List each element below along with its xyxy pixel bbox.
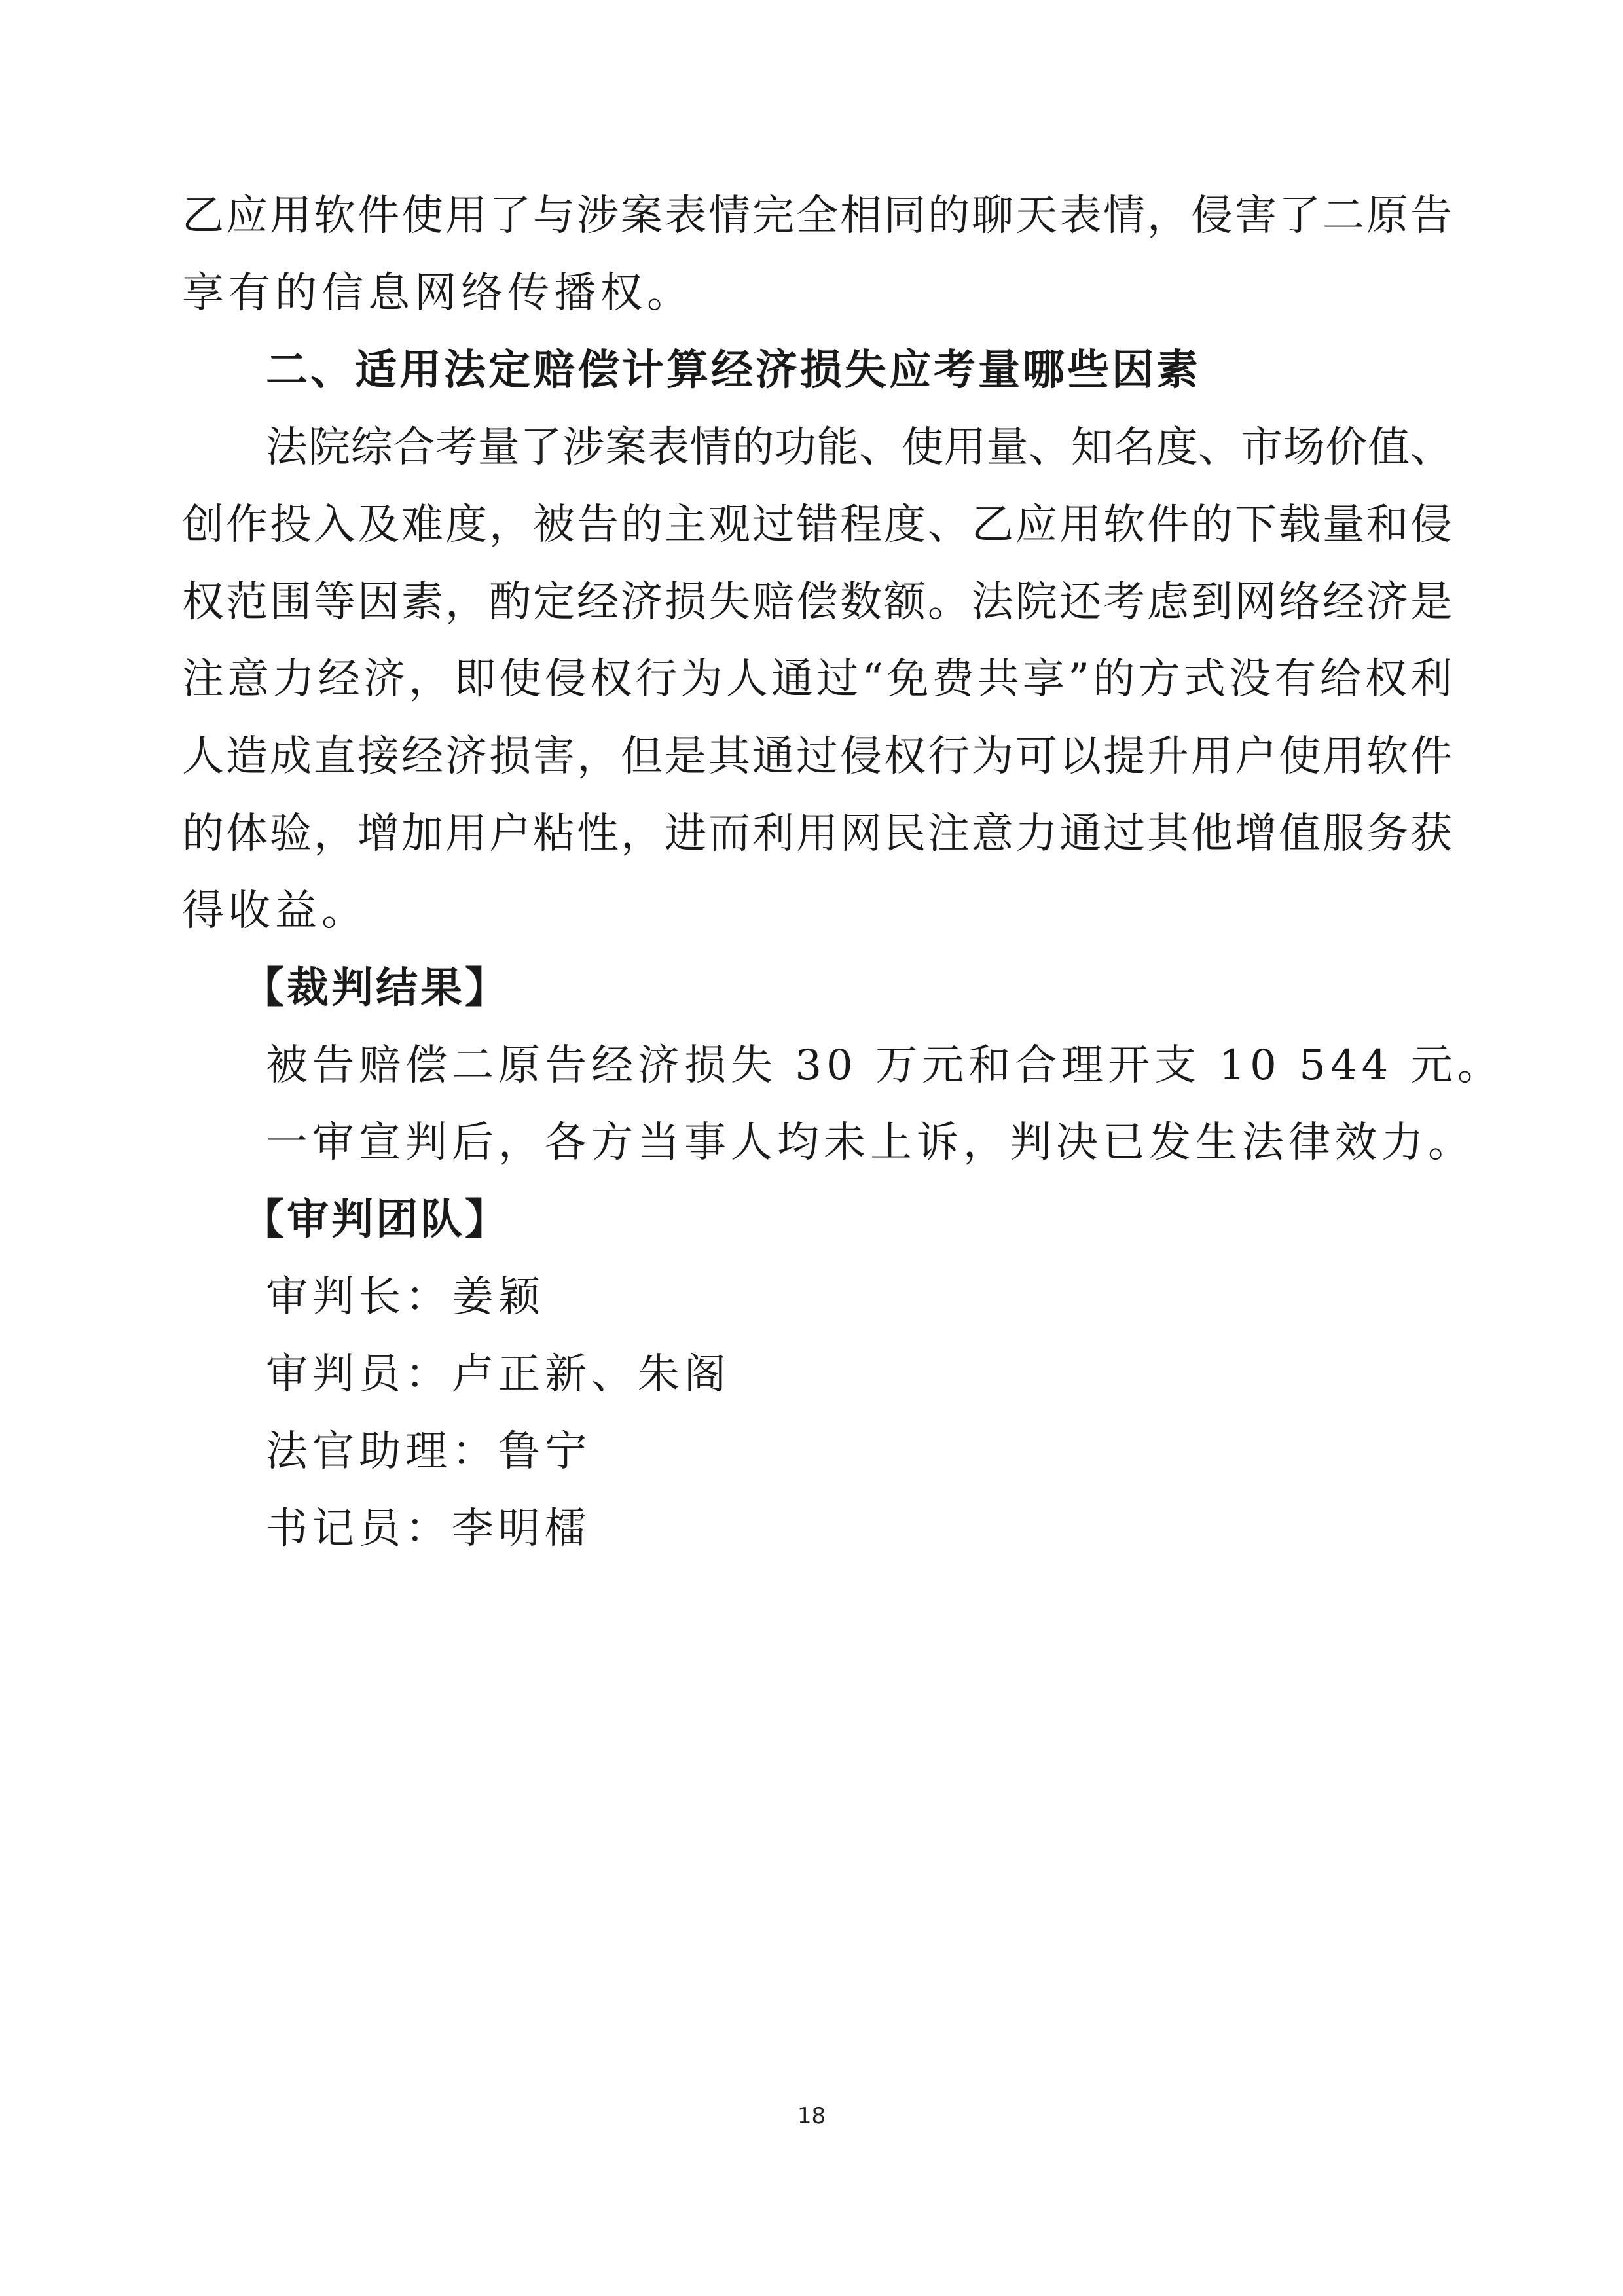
body-text-line: 的体验，增加用户粘性，进而利用网民注意力通过其他增值服务获 <box>182 810 1452 858</box>
judgment-text-line: 一审宣判后，各方当事人均未上诉，判决已发生法律效力。 <box>266 1119 1474 1167</box>
body-text-line: 权范围等因素，酌定经济损失赔偿数额。法院还考虑到网络经济是 <box>182 578 1452 626</box>
judgment-text-line: 被告赔偿二原告经济损失 30 万元和合理开支 10 544 元。 <box>266 1041 1504 1090</box>
team-member-line: 法官助理：鲁宁 <box>266 1427 591 1476</box>
body-text-line: 法院综合考量了涉案表情的功能、使用量、知名度、市场价值、 <box>266 423 1452 472</box>
team-member-line: 书记员：李明檑 <box>266 1505 591 1553</box>
body-text-line: 注意力经济，即使侵权行为人通过“免费共享”的方式没有给权利 <box>182 655 1452 704</box>
team-member-line: 审判长：姜颖 <box>266 1273 545 1321</box>
team-heading: 【审判团队】 <box>242 1196 509 1244</box>
body-text-line: 得收益。 <box>182 887 368 935</box>
body-text-line: 享有的信息网络传播权。 <box>182 269 693 317</box>
team-member-line: 审判员：卢正新、朱阁 <box>266 1350 731 1399</box>
body-text-line: 创作投入及难度，被告的主观过错程度、乙应用软件的下载量和侵 <box>182 501 1452 549</box>
section-heading: 二、适用法定赔偿计算经济损失应考量哪些因素 <box>266 346 1201 395</box>
judgment-heading: 【裁判结果】 <box>242 964 509 1013</box>
body-text-line: 乙应用软件使用了与涉案表情完全相同的聊天表情，侵害了二原告 <box>182 192 1452 240</box>
body-text-line: 人造成直接经济损害，但是其通过侵权行为可以提升用户使用软件 <box>182 732 1452 781</box>
page-number: 18 <box>797 2103 826 2129</box>
